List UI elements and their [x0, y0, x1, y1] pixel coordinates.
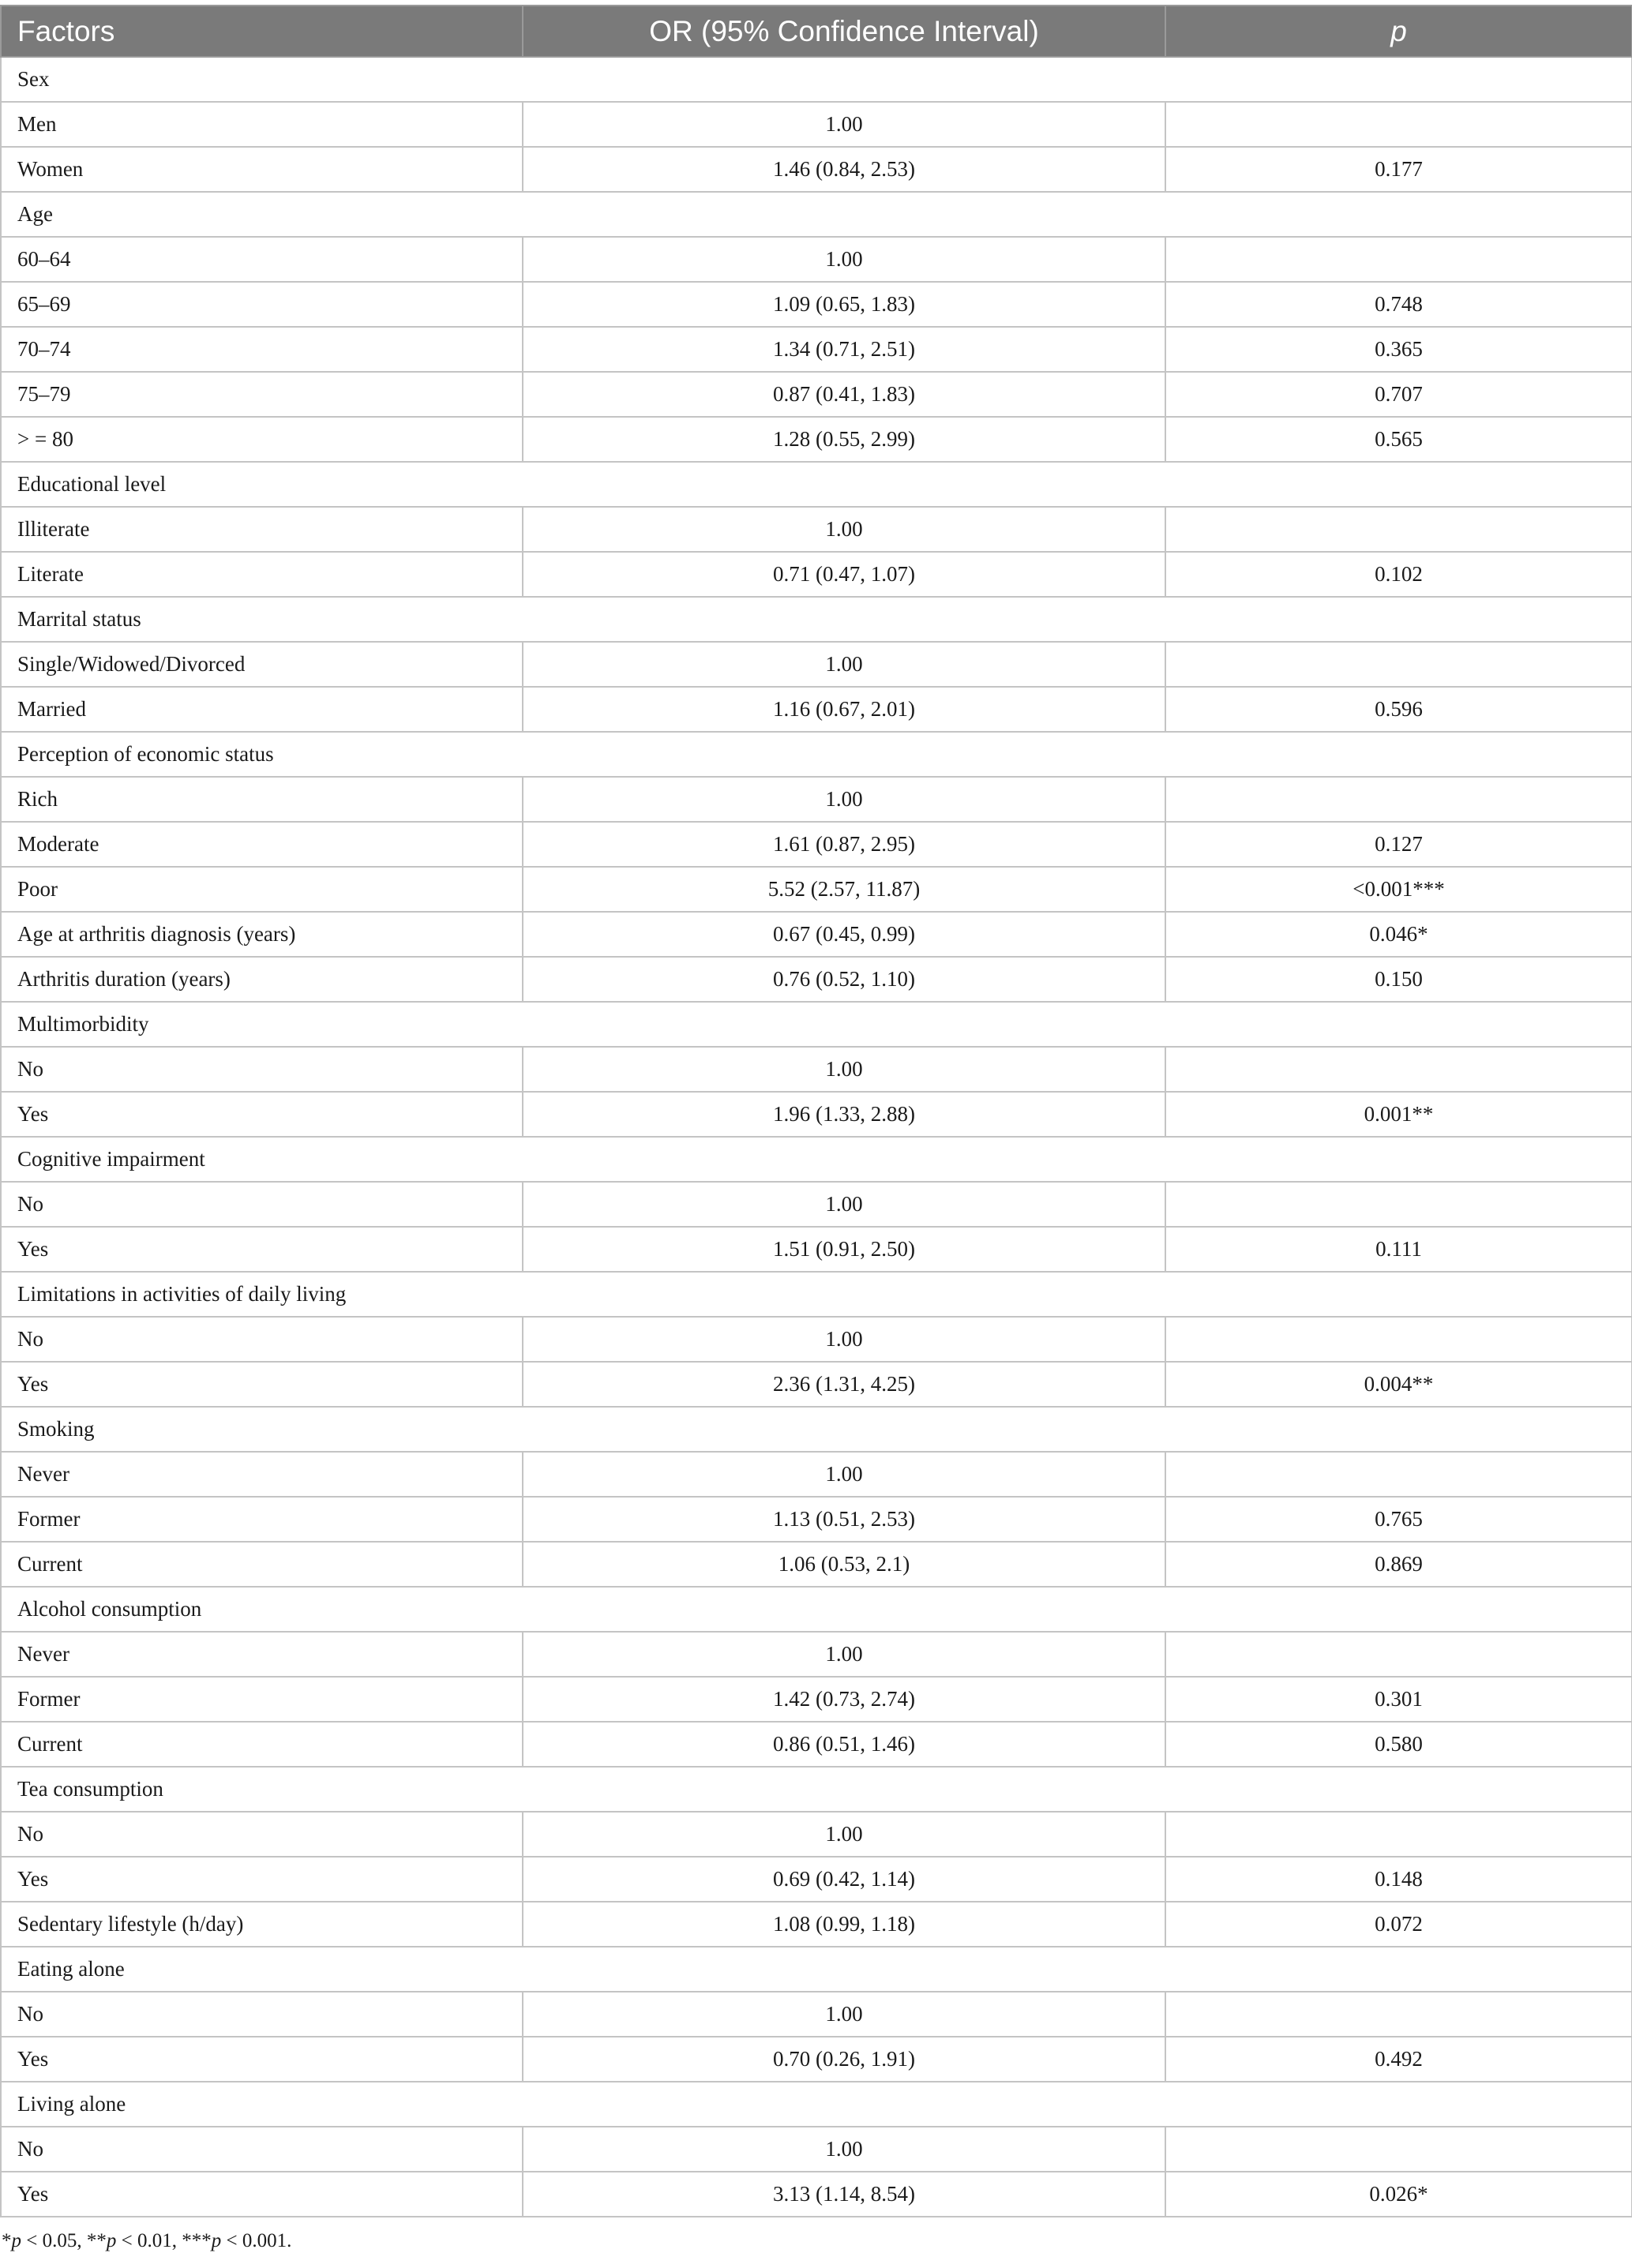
footnote-fragment: < 0.05, **	[21, 2230, 107, 2251]
table-row	[1, 1857, 1632, 1902]
table-row	[1, 1092, 1632, 1137]
p-value-cell: 0.492	[1165, 2037, 1632, 2082]
table-row	[1, 2172, 1632, 2217]
p-value-cell	[1165, 237, 1632, 282]
factor-cell: Yes	[1, 2172, 523, 2217]
group-label: Perception of economic status	[1, 732, 1632, 777]
footnote-fragment: < 0.01, ***	[116, 2230, 212, 2251]
factor-cell: Arthritis duration (years)	[1, 957, 523, 1002]
table-row	[1, 642, 1632, 687]
table-row	[1, 417, 1632, 462]
table-row	[1, 507, 1632, 552]
odds-ratio-cell: 3.13 (1.14, 8.54)	[523, 2172, 1165, 2217]
factor-cell: Yes	[1, 2037, 523, 2082]
group-header-row	[1, 2082, 1632, 2127]
factor-cell: 70–74	[1, 327, 523, 372]
factor-cell: Never	[1, 1452, 523, 1497]
odds-ratio-cell: 0.76 (0.52, 1.10)	[523, 957, 1165, 1002]
odds-ratio-cell: 1.00	[523, 1047, 1165, 1092]
group-label: Tea consumption	[1, 1767, 1632, 1812]
p-value-cell	[1165, 1632, 1632, 1677]
p-value-cell	[1165, 102, 1632, 147]
group-header-row	[1, 1947, 1632, 1992]
factor-cell: Age at arthritis diagnosis (years)	[1, 912, 523, 957]
table-row	[1, 912, 1632, 957]
factor-cell: No	[1, 2127, 523, 2172]
p-value-cell: 0.148	[1165, 1857, 1632, 1902]
p-value-cell	[1165, 1812, 1632, 1857]
factor-cell: Moderate	[1, 822, 523, 867]
p-value-cell: 0.869	[1165, 1542, 1632, 1587]
table-row	[1, 957, 1632, 1002]
odds-ratio-cell: 1.34 (0.71, 2.51)	[523, 327, 1165, 372]
p-value-cell: <0.001***	[1165, 867, 1632, 912]
header-row	[1, 6, 1632, 57]
group-header-row	[1, 597, 1632, 642]
odds-ratio-cell: 1.00	[523, 1317, 1165, 1362]
table-row	[1, 867, 1632, 912]
p-value-cell: 0.111	[1165, 1227, 1632, 1272]
odds-ratio-cell: 1.00	[523, 507, 1165, 552]
table-row	[1, 327, 1632, 372]
odds-ratio-cell: 1.09 (0.65, 1.83)	[523, 282, 1165, 327]
factor-cell: Married	[1, 687, 523, 732]
odds-ratio-cell: 0.71 (0.47, 1.07)	[523, 552, 1165, 597]
header-odds-ratio: OR (95% Confidence Interval)	[523, 6, 1165, 57]
table-row	[1, 2127, 1632, 2172]
group-label: Marrital status	[1, 597, 1632, 642]
group-header-row	[1, 462, 1632, 507]
odds-ratio-cell: 1.16 (0.67, 2.01)	[523, 687, 1165, 732]
p-value-cell: 0.748	[1165, 282, 1632, 327]
odds-ratio-cell: 1.00	[523, 1632, 1165, 1677]
odds-ratio-cell: 0.86 (0.51, 1.46)	[523, 1722, 1165, 1767]
table-row	[1, 1902, 1632, 1947]
p-value-cell: 0.001**	[1165, 1092, 1632, 1137]
table-row	[1, 147, 1632, 192]
table-row	[1, 1722, 1632, 1767]
table-row	[1, 1677, 1632, 1722]
p-value-cell: 0.301	[1165, 1677, 1632, 1722]
factor-cell: Yes	[1, 1362, 523, 1407]
odds-ratio-cell: 1.42 (0.73, 2.74)	[523, 1677, 1165, 1722]
odds-ratio-cell: 1.00	[523, 237, 1165, 282]
factor-cell: 60–64	[1, 237, 523, 282]
p-value-cell	[1165, 2127, 1632, 2172]
odds-ratio-cell: 1.00	[523, 1992, 1165, 2037]
footnote-fragment: *	[2, 2230, 12, 2251]
factor-cell: Yes	[1, 1227, 523, 1272]
odds-ratio-cell: 1.61 (0.87, 2.95)	[523, 822, 1165, 867]
table-row	[1, 1047, 1632, 1092]
table-row	[1, 1992, 1632, 2037]
factor-cell: Men	[1, 102, 523, 147]
odds-ratio-table	[0, 5, 1632, 2217]
table-row	[1, 282, 1632, 327]
group-header-row	[1, 1002, 1632, 1047]
table-row	[1, 372, 1632, 417]
p-value-cell: 0.596	[1165, 687, 1632, 732]
odds-ratio-cell: 1.46 (0.84, 2.53)	[523, 147, 1165, 192]
factor-cell: No	[1, 1992, 523, 2037]
factor-cell: Illiterate	[1, 507, 523, 552]
odds-ratio-cell: 1.00	[523, 102, 1165, 147]
p-value-cell	[1165, 1182, 1632, 1227]
factor-cell: Yes	[1, 1857, 523, 1902]
p-value-cell: 0.026*	[1165, 2172, 1632, 2217]
p-value-cell: 0.102	[1165, 552, 1632, 597]
odds-ratio-cell: 5.52 (2.57, 11.87)	[523, 867, 1165, 912]
group-label: Age	[1, 192, 1632, 237]
odds-ratio-cell: 1.00	[523, 1452, 1165, 1497]
group-header-row	[1, 1767, 1632, 1812]
odds-ratio-cell: 1.28 (0.55, 2.99)	[523, 417, 1165, 462]
odds-ratio-cell: 2.36 (1.31, 4.25)	[523, 1362, 1165, 1407]
group-label: Living alone	[1, 2082, 1632, 2127]
factor-cell: Yes	[1, 1092, 523, 1137]
odds-ratio-cell: 0.69 (0.42, 1.14)	[523, 1857, 1165, 1902]
table-row	[1, 552, 1632, 597]
table-row	[1, 1632, 1632, 1677]
p-value-cell: 0.004**	[1165, 1362, 1632, 1407]
group-label: Multimorbidity	[1, 1002, 1632, 1047]
group-label: Sex	[1, 57, 1632, 102]
odds-ratio-cell: 0.67 (0.45, 0.99)	[523, 912, 1165, 957]
factor-cell: No	[1, 1317, 523, 1362]
footnote-fragment: < 0.001.	[221, 2230, 292, 2251]
table-body	[1, 57, 1632, 2217]
p-value-cell	[1165, 642, 1632, 687]
table-row	[1, 822, 1632, 867]
table-row	[1, 1497, 1632, 1542]
odds-ratio-cell: 1.06 (0.53, 2.1)	[523, 1542, 1165, 1587]
odds-ratio-cell: 1.08 (0.99, 1.18)	[523, 1902, 1165, 1947]
group-label: Smoking	[1, 1407, 1632, 1452]
factor-cell: 65–69	[1, 282, 523, 327]
table-row	[1, 1317, 1632, 1362]
factor-cell: No	[1, 1047, 523, 1092]
p-value-cell: 0.765	[1165, 1497, 1632, 1542]
p-value-cell	[1165, 1047, 1632, 1092]
header-p-value: p	[1165, 6, 1632, 57]
factor-cell: No	[1, 1182, 523, 1227]
odds-ratio-cell: 1.00	[523, 2127, 1165, 2172]
table-header	[1, 6, 1632, 57]
p-value-cell: 0.127	[1165, 822, 1632, 867]
odds-ratio-cell: 1.96 (1.33, 2.88)	[523, 1092, 1165, 1137]
group-label: Limitations in activities of daily living	[1, 1272, 1632, 1317]
table-row	[1, 1812, 1632, 1857]
header-factors: Factors	[1, 6, 523, 57]
factor-cell: Never	[1, 1632, 523, 1677]
odds-ratio-cell: 0.70 (0.26, 1.91)	[523, 2037, 1165, 2082]
factor-cell: Poor	[1, 867, 523, 912]
p-value-cell	[1165, 1317, 1632, 1362]
footnote-fragment: p	[211, 2230, 222, 2251]
group-header-row	[1, 57, 1632, 102]
odds-ratio-cell: 1.00	[523, 1182, 1165, 1227]
group-label: Cognitive impairment	[1, 1137, 1632, 1182]
factor-cell: Literate	[1, 552, 523, 597]
factor-cell: Current	[1, 1542, 523, 1587]
p-value-cell	[1165, 507, 1632, 552]
odds-ratio-cell: 0.87 (0.41, 1.83)	[523, 372, 1165, 417]
table-row	[1, 777, 1632, 822]
odds-ratio-cell: 1.51 (0.91, 2.50)	[523, 1227, 1165, 1272]
footnote-fragment: p	[106, 2230, 117, 2251]
table-row	[1, 237, 1632, 282]
table-row	[1, 1362, 1632, 1407]
group-label: Alcohol consumption	[1, 1587, 1632, 1632]
factor-cell: Former	[1, 1677, 523, 1722]
table-row	[1, 1182, 1632, 1227]
p-value-cell: 0.046*	[1165, 912, 1632, 957]
p-value-cell: 0.177	[1165, 147, 1632, 192]
group-header-row	[1, 732, 1632, 777]
p-value-cell: 0.707	[1165, 372, 1632, 417]
p-value-cell: 0.150	[1165, 957, 1632, 1002]
table-row	[1, 2037, 1632, 2082]
group-header-row	[1, 1272, 1632, 1317]
p-value-cell: 0.072	[1165, 1902, 1632, 1947]
group-label: Educational level	[1, 462, 1632, 507]
factor-cell: Sedentary lifestyle (h/day)	[1, 1902, 523, 1947]
p-value-cell	[1165, 1992, 1632, 2037]
odds-ratio-cell: 1.00	[523, 1812, 1165, 1857]
factor-cell: 75–79	[1, 372, 523, 417]
p-value-cell: 0.365	[1165, 327, 1632, 372]
table-row	[1, 687, 1632, 732]
footnote-fragment: p	[11, 2230, 21, 2251]
odds-ratio-cell: 1.13 (0.51, 2.53)	[523, 1497, 1165, 1542]
odds-ratio-cell: 1.00	[523, 642, 1165, 687]
odds-ratio-cell: 1.00	[523, 777, 1165, 822]
results-table-container	[0, 5, 1631, 2217]
factor-cell: Women	[1, 147, 523, 192]
table-row	[1, 1227, 1632, 1272]
significance-footnote	[2, 2230, 291, 2252]
group-header-row	[1, 1587, 1632, 1632]
factor-cell: > = 80	[1, 417, 523, 462]
p-value-cell: 0.580	[1165, 1722, 1632, 1767]
p-value-cell	[1165, 1452, 1632, 1497]
factor-cell: Current	[1, 1722, 523, 1767]
factor-cell: No	[1, 1812, 523, 1857]
table-row	[1, 1542, 1632, 1587]
group-header-row	[1, 1407, 1632, 1452]
group-label: Eating alone	[1, 1947, 1632, 1992]
factor-cell: Single/Widowed/Divorced	[1, 642, 523, 687]
factor-cell: Former	[1, 1497, 523, 1542]
group-header-row	[1, 1137, 1632, 1182]
p-value-cell	[1165, 777, 1632, 822]
table-row	[1, 1452, 1632, 1497]
p-value-cell: 0.565	[1165, 417, 1632, 462]
factor-cell: Rich	[1, 777, 523, 822]
table-row	[1, 102, 1632, 147]
group-header-row	[1, 192, 1632, 237]
